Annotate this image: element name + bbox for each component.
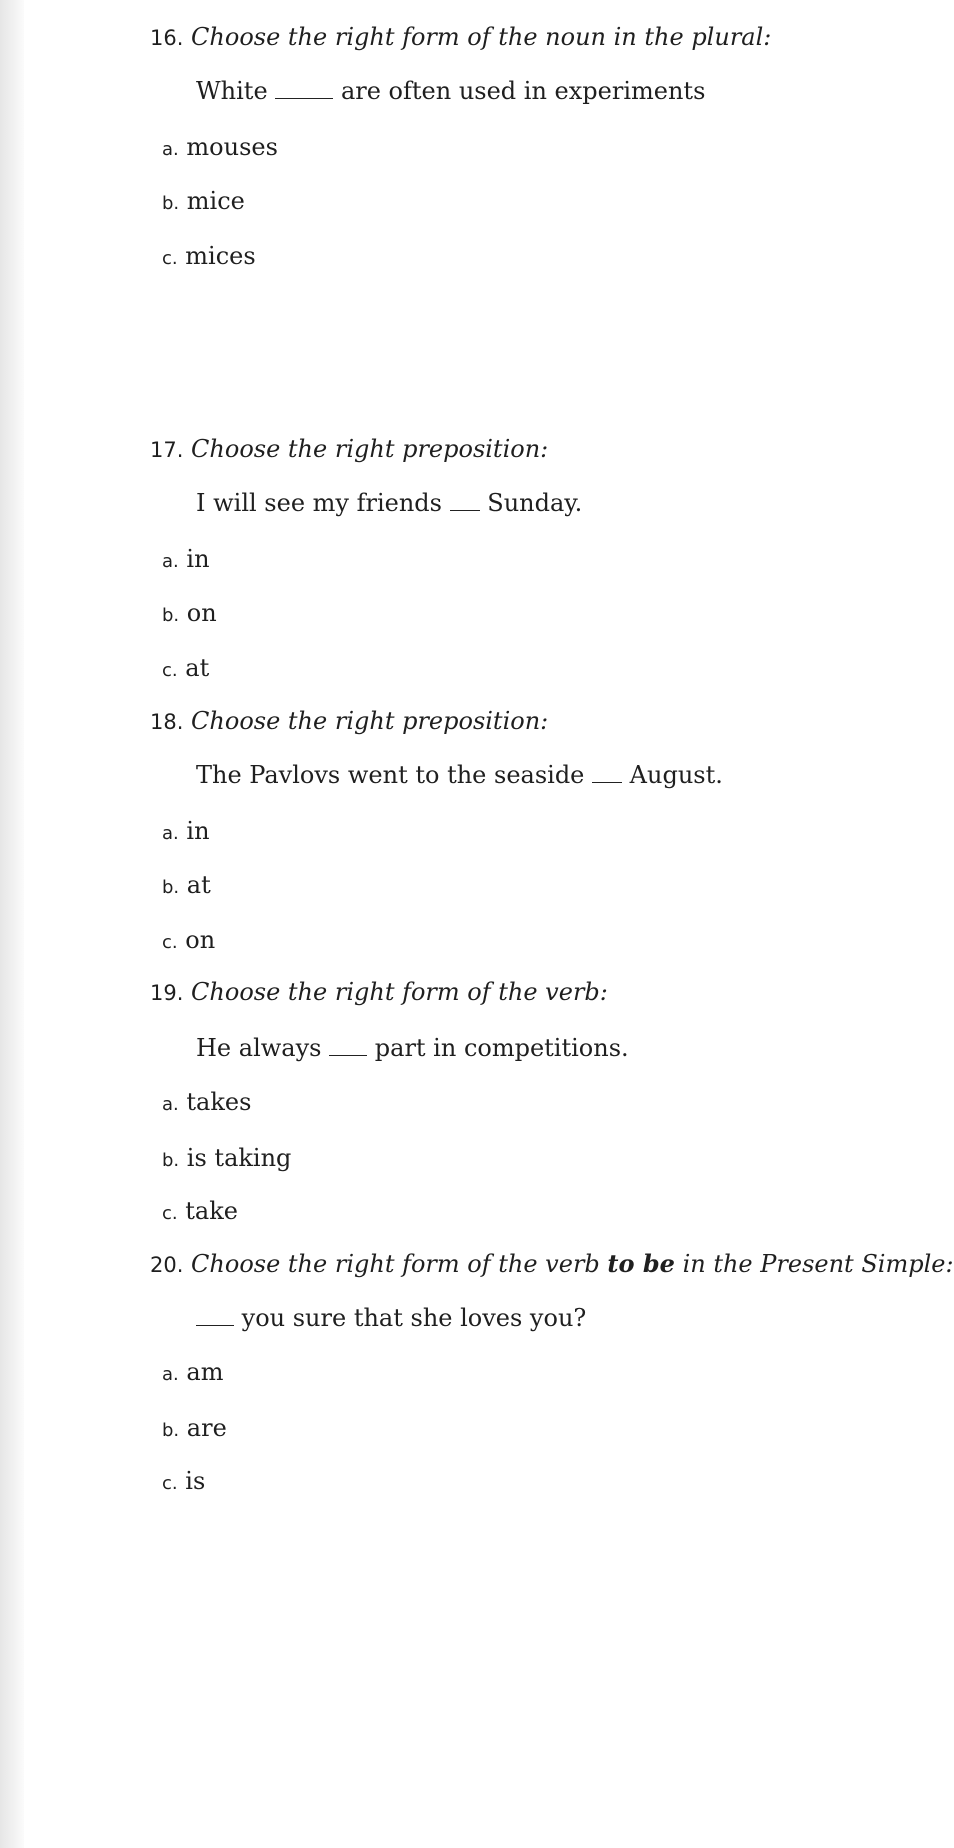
option-text: mices [185, 242, 256, 270]
option-text: take [185, 1197, 238, 1225]
question-number: 17. [150, 438, 184, 462]
option-text: takes [186, 1088, 252, 1116]
option-letter: c. [162, 248, 178, 269]
question-prompt: Choose the right preposition: [191, 707, 549, 735]
option-text: is [185, 1467, 206, 1495]
option-text: on [185, 926, 216, 954]
option-text: at [186, 871, 211, 899]
question-sentence [196, 488, 582, 518]
question-sentence [196, 1033, 629, 1063]
option-c[interactable] [162, 925, 215, 958]
option-a[interactable] [162, 1357, 223, 1390]
sentence-start: I will see my friends [196, 489, 442, 517]
option-text: am [186, 1358, 224, 1386]
option-text: on [186, 599, 217, 627]
option-b[interactable] [162, 870, 211, 903]
question-sentence [196, 760, 723, 790]
prompt-part-1: Choose the right form of the verb [191, 1250, 600, 1278]
question-heading [150, 977, 608, 1008]
document-page [24, 0, 954, 1848]
question-number: 16. [150, 26, 184, 50]
option-letter: a. [162, 1364, 179, 1385]
option-text: is taking [186, 1144, 292, 1172]
question-sentence [196, 76, 705, 106]
question-number: 18. [150, 710, 184, 734]
option-b[interactable] [162, 598, 217, 631]
option-letter: c. [162, 1203, 178, 1224]
sentence-start: The Pavlovs went to the seaside [196, 761, 585, 789]
option-text: are [186, 1414, 227, 1442]
answer-blank [592, 760, 622, 783]
sentence-end: part in competitions. [374, 1034, 629, 1062]
answer-blank [450, 488, 480, 511]
option-b[interactable] [162, 1413, 227, 1446]
option-a[interactable] [162, 544, 210, 577]
question-prompt [191, 1250, 954, 1278]
option-letter: a. [162, 823, 179, 844]
prompt-part-2: in the Present Simple: [682, 1250, 954, 1278]
option-b[interactable] [162, 1143, 291, 1176]
option-letter: c. [162, 1473, 178, 1494]
question-heading [150, 22, 771, 53]
answer-blank [275, 76, 333, 99]
option-letter: c. [162, 660, 178, 681]
option-letter: a. [162, 551, 179, 572]
page-edge-shadow [0, 0, 24, 1848]
option-text: in [186, 817, 210, 845]
question-heading [150, 1249, 954, 1280]
question-heading [150, 706, 548, 737]
answer-blank [329, 1033, 367, 1056]
prompt-bold-term: to be [607, 1249, 675, 1278]
sentence-end: are often used in experiments [340, 77, 706, 105]
option-letter: a. [162, 139, 179, 160]
sentence-start: He always [196, 1034, 322, 1062]
option-a[interactable] [162, 1087, 251, 1120]
question-prompt: Choose the right preposition: [191, 435, 549, 463]
option-letter: b. [162, 877, 180, 898]
question-number: 19. [150, 981, 184, 1005]
option-letter: a. [162, 1094, 179, 1115]
sentence-end: you sure that she loves you? [241, 1304, 587, 1332]
option-c[interactable] [162, 653, 209, 686]
option-letter: c. [162, 932, 178, 953]
question-number: 20. [150, 1253, 184, 1277]
option-text: mice [186, 187, 245, 215]
option-text: at [185, 654, 210, 682]
option-letter: b. [162, 605, 180, 626]
question-sentence [196, 1303, 586, 1333]
option-letter: b. [162, 1150, 180, 1171]
sentence-end: Sunday. [487, 489, 583, 517]
option-a[interactable] [162, 132, 278, 165]
option-letter: b. [162, 193, 180, 214]
option-c[interactable] [162, 1466, 205, 1499]
question-prompt: Choose the right form of the verb: [191, 978, 608, 1006]
question-heading [150, 434, 548, 465]
option-text: in [186, 545, 210, 573]
option-text: mouses [186, 133, 278, 161]
option-c[interactable] [162, 241, 256, 274]
option-letter: b. [162, 1420, 180, 1441]
sentence-end: August. [629, 761, 723, 789]
option-b[interactable] [162, 186, 245, 219]
question-prompt: Choose the right form of the noun in the plural: [191, 23, 772, 51]
sentence-start: White [196, 77, 268, 105]
option-a[interactable] [162, 816, 210, 849]
answer-blank [196, 1303, 234, 1326]
option-c[interactable] [162, 1196, 238, 1229]
